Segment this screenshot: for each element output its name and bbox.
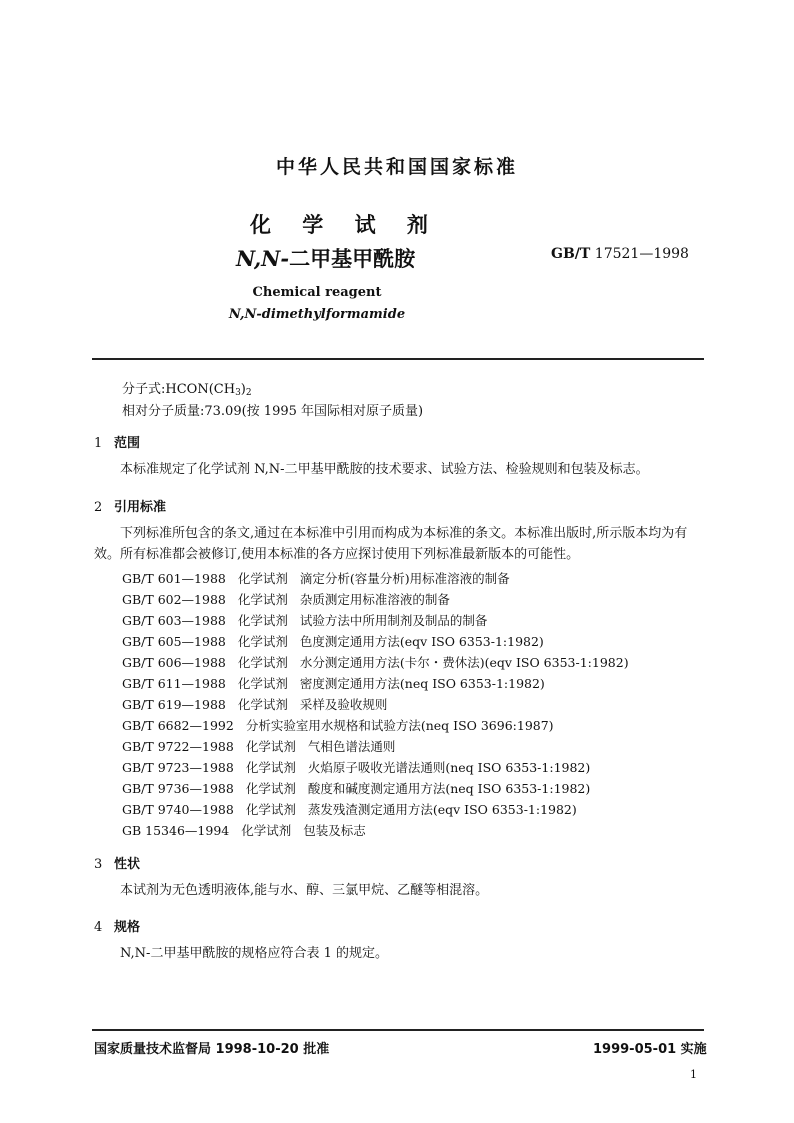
ref-category: 化学试剂 — [237, 655, 288, 670]
reference-item — [122, 758, 590, 776]
property-text: 本试剂为无色透明液体,能与水、醇、三氯甲烷、乙醚等相混溶。 — [120, 883, 489, 898]
ref-category: 化学试剂 — [237, 571, 288, 586]
references-intro: 下列标准所包含的条文,通过在本标准中引用而构成为本标准的条文。本标准出版时,所示版本均为有效。所有标准都会被修订,使用本标准的各方应探讨使用下列标准最新版本的可能性。 — [94, 526, 688, 562]
ref-code: GB/T 606—1988 — [122, 655, 226, 670]
ref-title: 酸度和碱度测定通用方法(neq ISO 6353-1:1982) — [307, 781, 591, 796]
ref-category: 化学试剂 — [245, 781, 296, 796]
implementation-date: 1999-05-01 实施 — [593, 1042, 707, 1057]
standard-prefix: GB/T — [551, 246, 591, 262]
reference-item — [122, 716, 566, 734]
section-4-heading — [94, 916, 140, 935]
ref-title: 色度测定通用方法(eqv ISO 6353-1:1982) — [299, 634, 544, 649]
section-title: 引用标准 — [114, 500, 167, 515]
reference-item — [122, 821, 366, 839]
ref-title: 试验方法中所用制剂及制品的制备 — [299, 613, 488, 628]
reference-item — [122, 800, 577, 818]
ref-category: 化学试剂 — [237, 634, 288, 649]
reference-item — [122, 695, 387, 713]
ref-title: 火焰原子吸收光谱法通则(neq ISO 6353-1:1982) — [307, 760, 591, 775]
ref-code: GB/T 605—1988 — [122, 634, 226, 649]
section-title: 性状 — [114, 857, 141, 872]
title-cn-italic-prefix: N,N- — [236, 246, 290, 271]
ref-code: GB/T 9740—1988 — [122, 802, 234, 817]
section-number: 2 — [94, 500, 103, 515]
reference-item — [122, 611, 487, 629]
section-1-heading — [94, 432, 140, 451]
ref-title: 采样及验收规则 — [299, 697, 388, 712]
ref-category: 化学试剂 — [245, 760, 296, 775]
section-number: 4 — [94, 920, 103, 935]
ref-title: 水分测定通用方法(卡尔・费休法)(eqv ISO 6353-1:1982) — [299, 655, 629, 670]
section-number: 3 — [94, 857, 103, 872]
title-cn-rest: 二甲基甲酰胺 — [289, 247, 416, 271]
ref-code: GB/T 619—1988 — [122, 697, 226, 712]
molecular-mass: 相对分子质量:73.09(按 1995 年国际相对原子质量) — [122, 404, 424, 419]
formula-sub: 3 — [235, 388, 241, 398]
title-en-line2: N,N-dimethylformamide — [228, 307, 406, 322]
page-number: 1 — [690, 1068, 697, 1081]
national-standard-heading: 中华人民共和国国家标准 — [275, 156, 518, 178]
section-title: 规格 — [114, 920, 141, 935]
ref-category: 化学试剂 — [245, 739, 296, 754]
title-cn-line2 — [236, 243, 415, 273]
ref-title: 气相色谱法通则 — [307, 739, 396, 754]
reference-item — [122, 632, 544, 650]
ref-code: GB/T 9723—1988 — [122, 760, 234, 775]
ref-category: 化学试剂 — [241, 823, 292, 838]
ref-category: 分析实验室用水规格和试验方法(neq ISO 3696:1987) — [245, 718, 554, 733]
formula-tail: ) — [240, 382, 246, 397]
ref-code: GB/T 602—1988 — [122, 592, 226, 607]
standard-number — [551, 246, 689, 262]
ref-category: 化学试剂 — [237, 613, 288, 628]
standard-code: 17521—1998 — [594, 246, 689, 262]
reference-item — [122, 779, 590, 797]
reference-item — [122, 674, 545, 692]
top-divider — [92, 358, 704, 360]
ref-title: 包装及标志 — [303, 823, 366, 838]
title-en-line1: Chemical reagent — [252, 285, 382, 300]
section-title: 范围 — [114, 436, 141, 451]
ref-title: 密度测定通用方法(neq ISO 6353-1:1982) — [299, 676, 545, 691]
molecular-formula — [122, 378, 252, 398]
title-cn-line1: 化 学 试 剂 — [250, 213, 440, 237]
spec-text: N,N-二甲基甲酰胺的规格应符合表 1 的规定。 — [120, 946, 388, 961]
ref-category: 化学试剂 — [237, 592, 288, 607]
ref-code: GB/T 601—1988 — [122, 571, 226, 586]
ref-title: 滴定分析(容量分析)用标准溶液的制备 — [299, 571, 510, 586]
bottom-divider — [92, 1029, 704, 1031]
reference-item — [122, 569, 510, 587]
section-3-heading — [94, 853, 140, 872]
scope-text: 本标准规定了化学试剂 N,N-二甲基甲酰胺的技术要求、试验方法、检验规则和包装及标志。 — [120, 462, 649, 477]
ref-category: 化学试剂 — [237, 676, 288, 691]
ref-title: 蒸发残渣测定通用方法(eqv ISO 6353-1:1982) — [307, 802, 577, 817]
section-number: 1 — [94, 436, 103, 451]
reference-item — [122, 590, 450, 608]
ref-code: GB/T 611—1988 — [122, 676, 226, 691]
approval-info: 国家质量技术监督局 1998-10-20 批准 — [94, 1042, 330, 1057]
ref-code: GB/T 6682—1992 — [122, 718, 234, 733]
reference-item — [122, 737, 395, 755]
ref-code: GB 15346—1994 — [122, 823, 230, 838]
formula-sub2: 2 — [245, 388, 252, 398]
formula-main: 分子式:HCON(CH — [122, 382, 236, 397]
ref-code: GB/T 603—1988 — [122, 613, 226, 628]
ref-code: GB/T 9736—1988 — [122, 781, 234, 796]
section-2-heading — [94, 496, 166, 515]
ref-title: 杂质测定用标准溶液的制备 — [299, 592, 450, 607]
ref-category: 化学试剂 — [245, 802, 296, 817]
reference-item — [122, 653, 629, 671]
ref-category: 化学试剂 — [237, 697, 288, 712]
ref-code: GB/T 9722—1988 — [122, 739, 234, 754]
